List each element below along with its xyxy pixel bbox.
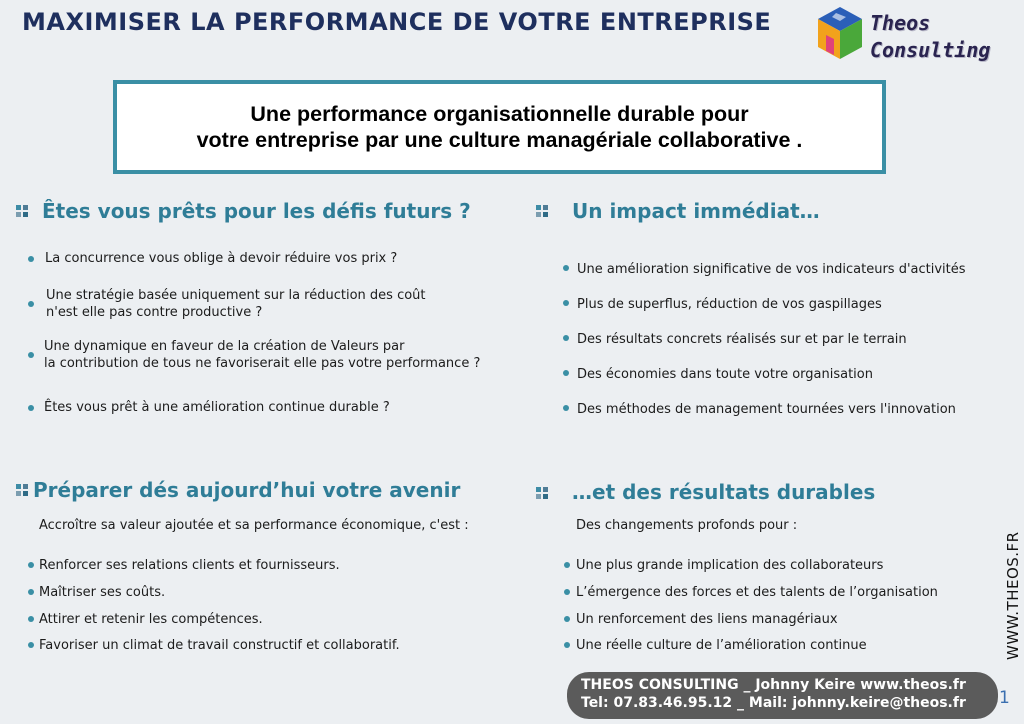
avenir-item-2: Maîtriser ses coûts. — [39, 585, 166, 600]
bullet-dot — [563, 405, 569, 411]
defis-item-1: La concurrence vous oblige à devoir réduire vos prix ? — [45, 251, 398, 266]
page-number: 1 — [999, 688, 1010, 708]
bullet-dot — [28, 352, 34, 358]
avenir-item-4: Favoriser un climat de travail constructif et collaboratif. — [39, 638, 400, 653]
section-heading-avenir: Préparer dés aujourd’hui votre avenir — [33, 478, 461, 502]
defis-item-2-line-1: Une stratégie basée uniquement sur la réduction des coût — [46, 288, 426, 303]
bullet-dot — [28, 642, 34, 648]
bullet-dot — [28, 256, 34, 262]
defis-item-3-line-1: Une dynamique en faveur de la création de Valeurs par — [44, 339, 405, 354]
impact-item-4: Des économies dans toute votre organisation — [577, 367, 873, 382]
bullet-dot — [28, 589, 34, 595]
section-heading-resultats: …et des résultats durables — [572, 480, 876, 504]
impact-item-1: Une amélioration significative de vos indicateurs d'activités — [577, 262, 966, 277]
resultats-item-1: Une plus grande implication des collaborateurs — [576, 558, 884, 573]
section-bullet-icon — [536, 205, 548, 217]
resultats-item-3: Un renforcement des liens managériaux — [576, 612, 838, 627]
page-title: MAXIMISER LA PERFORMANCE DE VOTRE ENTREPRISE — [22, 8, 772, 36]
impact-item-3: Des résultats concrets réalisés sur et par le terrain — [577, 332, 907, 347]
theos-logo — [812, 5, 1017, 67]
footer-line-1: THEOS CONSULTING _ Johnny Keire www.theos.fr — [581, 677, 966, 693]
resultats-item-4: Une réelle culture de l’amélioration continue — [576, 638, 867, 653]
bullet-dot — [28, 616, 34, 622]
avenir-item-1: Renforcer ses relations clients et fournisseurs. — [39, 558, 340, 573]
headline-banner — [113, 80, 886, 174]
logo-text-line2: Consulting — [870, 38, 991, 62]
section-bullet-icon — [16, 205, 28, 217]
bullet-dot — [564, 562, 570, 568]
banner-line-2: votre entreprise par une culture managériale collaborative . — [196, 128, 803, 152]
bullet-dot — [28, 562, 34, 568]
bullet-dot — [564, 642, 570, 648]
defis-item-3-line-2: la contribution de tous ne favoriserait elle pas votre performance ? — [44, 356, 481, 371]
logo-text-line1: Theos — [870, 11, 931, 35]
section-bullet-icon — [536, 487, 548, 499]
resultats-item-2: L’émergence des forces et des talents de l’organisation — [576, 585, 938, 600]
cube-logo-icon — [812, 5, 868, 65]
defis-item-2-line-2: n'est elle pas contre productive ? — [46, 305, 263, 320]
website-side-text: WWW.THEOS.FR — [1004, 531, 1022, 660]
bullet-dot — [28, 405, 34, 411]
bullet-dot — [563, 265, 569, 271]
section-heading-impact: Un impact immédiat… — [572, 199, 820, 223]
section-bullet-icon — [16, 484, 28, 496]
bullet-dot — [563, 335, 569, 341]
bullet-dot — [564, 589, 570, 595]
impact-item-2: Plus de superflus, réduction de vos gaspillages — [577, 297, 882, 312]
footer-contact-box — [567, 672, 998, 719]
bullet-dot — [563, 300, 569, 306]
section-heading-defis: Êtes vous prêts pour les défis futurs ? — [42, 199, 471, 223]
impact-item-5: Des méthodes de management tournées vers l'innovation — [577, 402, 956, 417]
avenir-intro: Accroître sa valeur ajoutée et sa performance économique, c'est : — [39, 518, 469, 533]
bullet-dot — [28, 301, 34, 307]
banner-line-1: Une performance organisationnelle durable pour — [250, 102, 749, 126]
defis-item-4: Êtes vous prêt à une amélioration continue durable ? — [44, 400, 390, 415]
avenir-item-3: Attirer et retenir les compétences. — [39, 612, 263, 627]
footer-line-2: Tel: 07.83.46.95.12 _ Mail: johnny.keire@theos.fr — [581, 695, 966, 711]
bullet-dot — [563, 370, 569, 376]
resultats-intro: Des changements profonds pour : — [576, 518, 798, 533]
bullet-dot — [564, 616, 570, 622]
